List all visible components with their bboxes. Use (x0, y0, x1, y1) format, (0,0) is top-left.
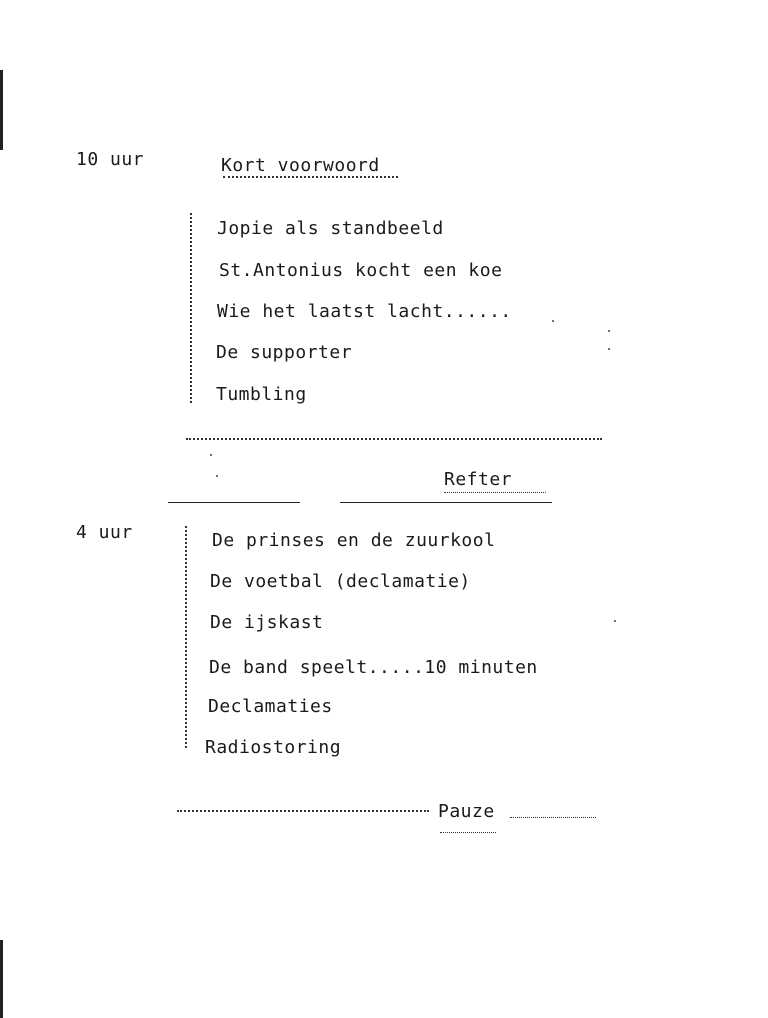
pause-line-right (510, 817, 596, 818)
paper-speck (608, 348, 610, 350)
program-item: De supporter (216, 342, 353, 363)
program-item: De ijskast (210, 612, 324, 633)
program-item: Tumbling (216, 384, 307, 405)
paper-speck (614, 620, 616, 622)
program-item: Declamaties (208, 696, 333, 717)
bracket-line (190, 213, 192, 403)
pause-line-left (177, 810, 429, 812)
paper-speck (608, 330, 610, 332)
bracket-line (185, 526, 187, 748)
intermission-underline (444, 492, 546, 493)
section-heading: Kort voorwoord (221, 155, 380, 176)
program-item: De band speelt.....10 minuten (209, 657, 538, 678)
paper-speck (216, 475, 218, 477)
time-label-4: 4 uur (76, 522, 133, 543)
intermission-label: Pauze (438, 801, 495, 822)
page-edge-mark (0, 70, 3, 150)
time-label-10: 10 uur (76, 149, 145, 170)
program-item: St.Antonius kocht een koe (219, 260, 503, 281)
section-divider (340, 502, 552, 503)
pause-underline (440, 832, 496, 833)
paper-speck (552, 320, 554, 322)
program-item: De voetbal (declamatie) (210, 571, 471, 592)
program-item: De prinses en de zuurkool (212, 530, 496, 551)
intermission-label: Refter (444, 469, 513, 490)
program-item: Radiostoring (205, 737, 342, 758)
program-item: Wie het laatst lacht...... (217, 301, 512, 322)
paper-speck (210, 454, 212, 456)
heading-underline (223, 176, 398, 178)
page-edge-mark (0, 940, 3, 1018)
section-divider (168, 502, 300, 503)
section-divider (186, 438, 602, 440)
program-item: Jopie als standbeeld (217, 218, 444, 239)
